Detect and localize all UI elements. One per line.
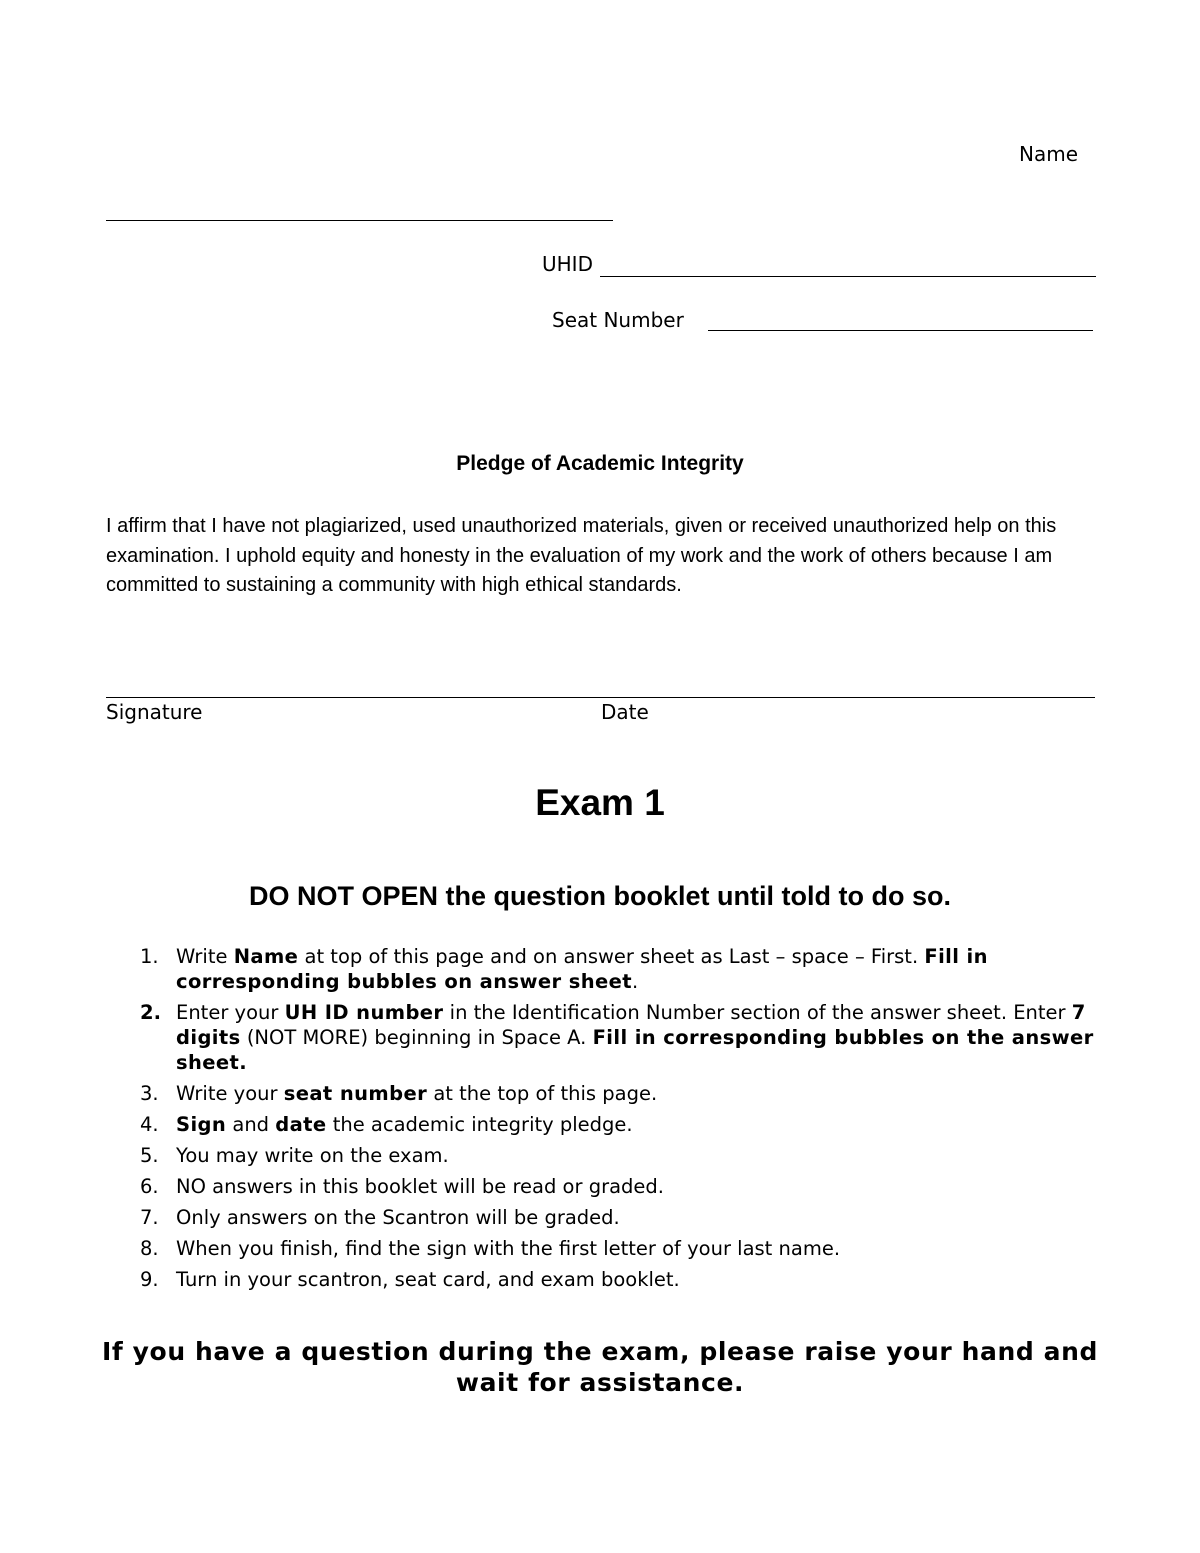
closing-note: If you have a question during the exam, please raise your hand and wait for assistance.	[101, 1337, 1099, 1397]
instruction-item	[130, 1112, 1100, 1137]
instruction-text: .	[632, 970, 639, 993]
instruction-emphasis: Sign	[176, 1113, 227, 1136]
instruction-emphasis: Fill in corresponding bubbles on answer sheet	[176, 945, 988, 993]
instruction-number: 4.	[140, 1113, 159, 1136]
instruction-item	[130, 1205, 1100, 1230]
instruction-text: When you finish, find the sign with the first letter of your last name.	[176, 1237, 841, 1260]
uhid-label: UHID	[542, 252, 593, 276]
seat-number-blank-line[interactable]	[708, 330, 1093, 331]
instruction-text: Enter your	[176, 1001, 285, 1024]
pledge-text: I affirm that I have not plagiarized, used unauthorized materials, given or received unauthorized help on this examination. I uphold equity and honesty in the evaluation of my work and the work of others because I am committed to sustaining a community with high ethical standards.	[106, 515, 1057, 596]
instruction-text: at the top of this page.	[427, 1082, 658, 1105]
instruction-item	[130, 1174, 1100, 1199]
instruction-emphasis: seat number	[283, 1082, 428, 1105]
instructions-list	[130, 944, 1100, 1298]
instruction-text: at top of this page and on answer sheet as Last – space – First.	[298, 945, 925, 968]
instruction-text: and	[226, 1113, 276, 1136]
instruction-text: Write your	[176, 1082, 284, 1105]
seat-number-label: Seat Number	[552, 308, 684, 332]
uhid-blank-line[interactable]	[600, 276, 1096, 277]
instruction-number: 3.	[140, 1082, 159, 1105]
instruction-item	[130, 1143, 1100, 1168]
instruction-emphasis: Fill in corresponding bubbles on the answer sheet.	[176, 1026, 1094, 1074]
instruction-number: 9.	[140, 1268, 159, 1291]
instruction-item	[130, 944, 1100, 994]
instruction-emphasis: UH ID number	[284, 1001, 444, 1024]
instruction-text: Write	[176, 945, 234, 968]
name-blank-line[interactable]	[106, 220, 613, 221]
instruction-item	[130, 1081, 1100, 1106]
instruction-text: in the Identification Number section of the answer sheet. Enter	[443, 1001, 1072, 1024]
instruction-item	[130, 1000, 1100, 1075]
do-not-open-warning: DO NOT OPEN the question booklet until told to do so.	[249, 881, 951, 911]
instruction-text: Only answers on the Scantron will be graded.	[176, 1206, 620, 1229]
instruction-emphasis: Name	[233, 945, 299, 968]
instruction-number: 6.	[140, 1175, 159, 1198]
instruction-text: (NOT MORE) beginning in Space A.	[240, 1026, 593, 1049]
instruction-number: 1.	[140, 945, 159, 968]
instruction-text: NO answers in this booklet will be read or graded.	[176, 1175, 664, 1198]
exam-title: Exam 1	[535, 782, 665, 823]
instruction-text: the academic integrity pledge.	[326, 1113, 633, 1136]
instruction-item	[130, 1267, 1100, 1292]
instruction-number: 8.	[140, 1237, 159, 1260]
instruction-emphasis: date	[275, 1113, 327, 1136]
signature-date-line[interactable]	[106, 697, 1095, 698]
instruction-number: 5.	[140, 1144, 159, 1167]
instruction-number: 7.	[140, 1206, 159, 1229]
date-label: Date	[601, 700, 649, 724]
instruction-number: 2.	[140, 1001, 161, 1024]
instruction-item	[130, 1236, 1100, 1261]
instruction-emphasis: 7 digits	[176, 1001, 1086, 1049]
signature-label: Signature	[106, 700, 203, 724]
name-label: Name	[1019, 142, 1079, 166]
pledge-title: Pledge of Academic Integrity	[456, 452, 744, 475]
instruction-text: Turn in your scantron, seat card, and exam booklet.	[176, 1268, 680, 1291]
instruction-text: You may write on the exam.	[176, 1144, 449, 1167]
